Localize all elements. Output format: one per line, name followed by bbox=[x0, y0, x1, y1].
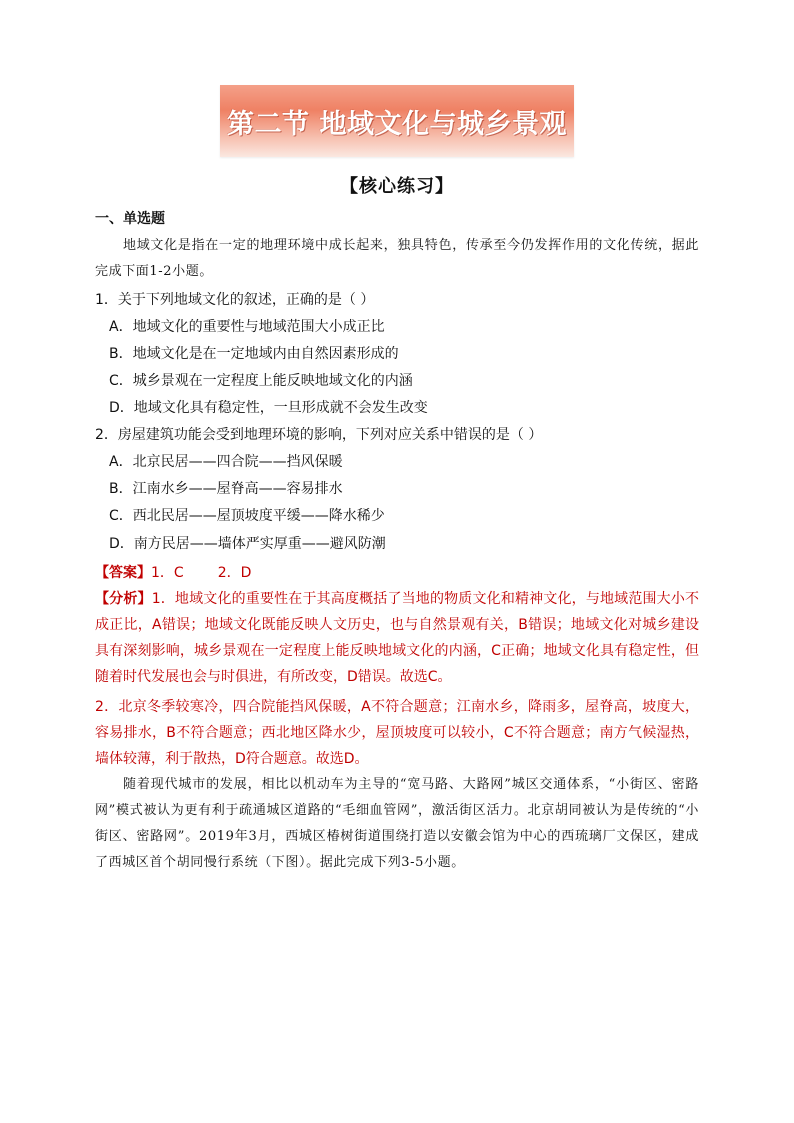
question-1-stem: 1．关于下列地域文化的叙述，正确的是（ ） bbox=[95, 292, 375, 308]
analysis-2: 2．北京冬季较寒冷，四合院能挡风保暖，A不符合题意；江南水乡，降雨多，屋脊高，坡度大，容易排水，B不符合题意；西北地区降水少，屋顶坡度可以较小，C不符合题意；南方气候湿热，墙体较薄，利于散热，D符合题意。故选D。 bbox=[95, 699, 699, 767]
analysis-label: 【分析】 bbox=[95, 591, 152, 607]
page-title: 第二节 地域文化与城乡景观 bbox=[227, 108, 567, 140]
passage-2: 随着现代城市的发展，相比以机动车为主导的“宽马路、大路网”城区交通体系，“小街区、密路网”模式被认为更有利于疏通城区道路的“毛细血管网”，激活街区活力。北京胡同被认为是传统的“小街区、密路网”。2019年3月，西城区椿树街道围绕打造以安徽会馆为中心的西琉璃厂文保区，建成了西城区首个胡同慢行系统（下图）。据此完成下列3-5小题。 bbox=[95, 777, 699, 870]
section-heading: 一、单选题 bbox=[95, 211, 165, 227]
question-1-option-b: B．地域文化是在一定地域内由自然因素形成的 bbox=[109, 346, 399, 362]
answer-line bbox=[95, 563, 251, 583]
answer-label: 【答案】 bbox=[95, 565, 151, 581]
question-2-option-d: D．南方民居——墙体严实厚重——避风防潮 bbox=[109, 536, 386, 552]
passage-1: 地域文化是指在一定的地理环境中成长起来，独具特色，传承至今仍发挥作用的文化传统，据此完成下面1-2小题。 bbox=[95, 238, 699, 279]
analysis-1-text: 1．地域文化的重要性在于其高度概括了当地的物质文化和精神文化，与地域范围大小不成正比，A错误；地域文化既能反映人文历史，也与自然景观有关，B错误；地域文化对城乡建设具有深刻影响，城乡景观在一定程度上能反映地域文化的内涵，C正确；地域文化具有稳定性，但随着时代发展也会与时俱进，有所改变，D错误。故选C。 bbox=[95, 591, 700, 685]
title-banner bbox=[220, 85, 574, 157]
question-1-option-d: D．地域文化具有稳定性，一旦形成就不会发生改变 bbox=[109, 400, 428, 416]
answer-1: 1．C bbox=[151, 565, 184, 581]
question-2-option-b: B．江南水乡——屋脊高——容易排水 bbox=[109, 481, 343, 497]
answer-2: 2．D bbox=[217, 565, 252, 581]
question-2-stem: 2．房屋建筑功能会受到地理环境的影响，下列对应关系中错误的是（ ） bbox=[95, 427, 543, 443]
question-1-option-a: A．地域文化的重要性与地域范围大小成正比 bbox=[109, 319, 385, 335]
subtitle: 【核心练习】 bbox=[340, 176, 454, 197]
question-2-option-a: A．北京民居——四合院——挡风保暖 bbox=[109, 454, 343, 470]
analysis-1 bbox=[95, 586, 699, 690]
question-1-option-c: C．城乡景观在一定程度上能反映地域文化的内涵 bbox=[109, 373, 413, 389]
question-2-option-c: C．西北民居——屋顶坡度平缓——降水稀少 bbox=[109, 508, 385, 524]
